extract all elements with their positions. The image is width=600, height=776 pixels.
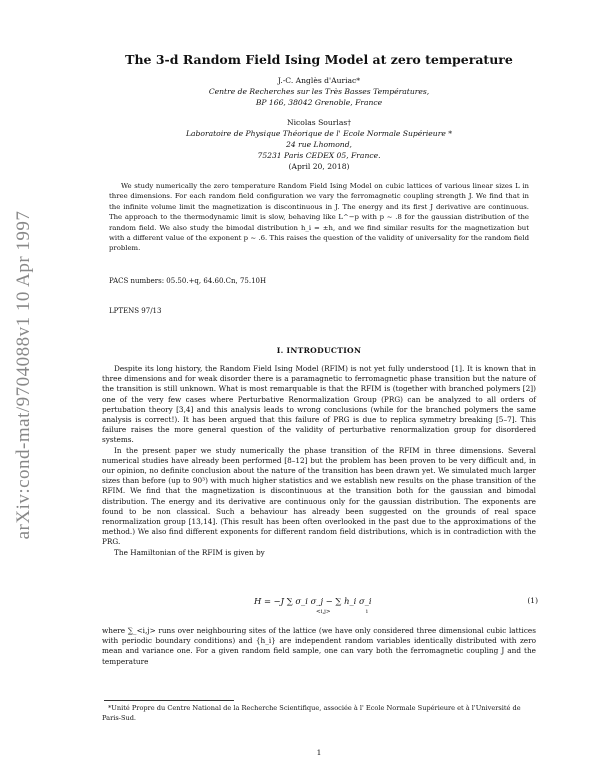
affiliation-1-line-2: BP 166, 38042 Grenoble, France [255,98,383,107]
equation-sum-sub-1: <i,j> [316,609,331,615]
paper-title: The 3-d Random Field Ising Model at zero temperature [125,52,513,67]
hamiltonian-equation [104,592,538,618]
affiliation-2-line-1: Laboratoire de Physique Théorique de l' Ecole Normale Supérieure * [185,129,453,138]
footnote-divider [104,700,234,701]
abstract-text: We study numerically the zero temperature Random Field Ising Model on cubic lattices of various linear sizes L in three dimensions. For each random field configuration we vary the ferromagnetic coupling strength J. We find that in the infinite volume limit the magnetization is discontinuous in J. The energy and its first J derivative are continuous. The approach to the thermodynamic limit is slow, behaving like L^−p with p ~ .8 for the gaussian distribution of the random field. We also study the bimodal distribution h_i = ±h, and we find similar results for the magnetization but with a different value of the exponent p ~ .6. This raises the question of the validity of universality for the random field problem. [109,182,529,253]
paragraph-4: where ∑_<i,j> runs over neighbouring sites of the lattice (we have only considered three dimensional cubic lattices with periodic boundary conditions) and {h_i} are independent random variables identically distributed with zero mean and variance one. For a given random field sample, one can vary both the ferromagnetic coupling J and the temperature [102,626,536,666]
affiliation-2-line-3: 75231 Paris CEDEX 05, France. [257,151,381,160]
section-heading: I. INTRODUCTION [276,346,362,355]
pacs-numbers: PACS numbers: 05.50.+q, 64.60.Cn, 75.10H [109,277,267,285]
author-2: Nicolas Sourlas† [286,118,352,127]
paragraph-1: Despite its long history, the Random Field Ising Model (RFIM) is not yet fully understood [1]. It is known that in three dimensions and for weak disorder there is a paramagnetic to ferromagnetic phase transition but the nature of the transition is still unknown. What is most remarquable is that the RFIM is (together with branched polymers [2]) one of the very few cases where Perturbative Renormalization Group (PRG) can be analyzed to all orders of pertubation theory [3,4] and this analysis leads to wrong conclusions (while for the branched polymers the same analysis is correct!). It has been argued that this failure of PRG is due to replica symmetry breaking [5–7]. This failure raises the more general question of the validity of perturbative renormalization group for disordered systems. [102,364,536,445]
equation-sum-sub-2: i [366,609,368,615]
footnote-text: *Unité Propre du Centre National de la Recherche Scientifique, associée à l' Ecole Normale Supérieure et à l'Université de Paris-Sud. [102,704,521,722]
paragraph-2: In the present paper we study numerically the phase transition of the RFIM in three dimensions. Several numerical studies have already been performed [8–12] but the problem has been proven to be very difficult and, in our opinion, no definite conclusion about the nature of the transition has been drawn yet. We simulated much larger sizes than before (up to 90³) with much higher statistics and we establish new results on the phase transition of the RFIM. We find that the magnetization is discontinuous at the transition both for the gaussian and bimodal distribution. The energy and its derivative are continuous only for the gaussian distribution. The exponents are found to be non classical. Such a behaviour has already been suggested on the grounds of real space renormalization group [13,14]. (This result has been often overlooked in the past due to the approximations of the method.) We also find different exponents for different random field distributions, which is in contradiction with the PRG. [102,445,536,547]
report-number: LPTENS 97/13 [109,307,162,315]
abstract [109,181,529,254]
body-text-continued [102,626,536,667]
arxiv-identifier: arXiv:cond-mat/9704088v1 10 Apr 1997 [13,210,34,540]
equation-expr: = −J ∑ σ_i σ_j − ∑ h_i σ_i [263,596,372,606]
author-1: J.-C. Anglès d'Auriac* [277,76,361,85]
body-text [102,364,536,558]
equation-lhs: H [254,596,262,606]
page-number: 1 [316,748,322,757]
paragraph-3: The Hamiltonian of the RFIM is given by [114,547,265,557]
affiliation-2-line-2: 24 rue Lhomond, [286,140,352,149]
equation-body [254,596,372,606]
paper-date: (April 20, 2018) [288,162,350,171]
affiliation-1-line-1: Centre de Recherches sur les Très Basses Températures, [208,87,430,96]
arxiv-sidebar [4,205,44,545]
footnote [102,704,536,724]
equation-number: (1) [527,596,538,605]
